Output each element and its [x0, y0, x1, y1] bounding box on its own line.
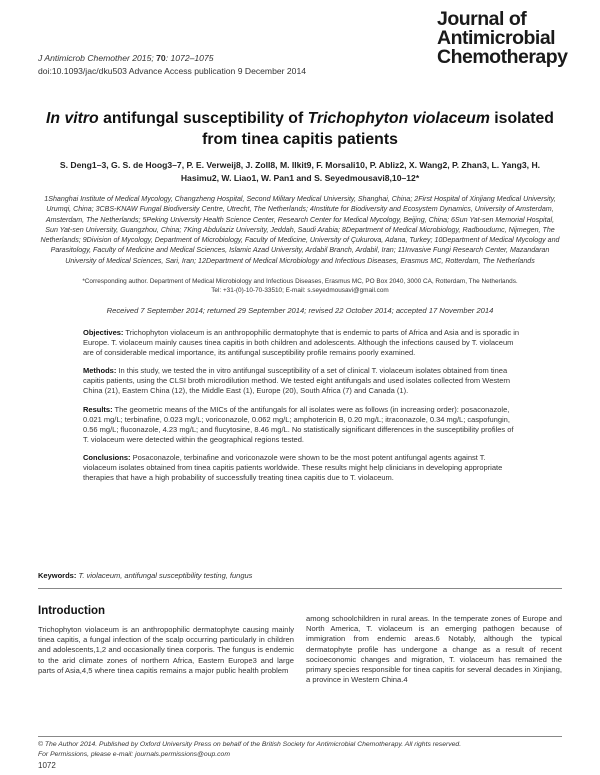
abstract-conclusions — [83, 453, 520, 483]
objectives-text: Trichophyton violaceum is an anthropophilic dermatophyte that is endemic to parts of Africa and Asia and is sporadic in Europe. T. violaceum mainly causes tinea capitis in both children and adolescents. Although the infections caused by T. violaceum are of considerable medical importance, its antifungal susceptibility profile remains poorly examined. — [83, 328, 520, 358]
copyright-line-2: For Permissions, please e-mail: journals.permissions@oup.com — [38, 750, 230, 758]
page-number: 1072 — [38, 761, 56, 770]
title-part-3: Trichophyton violaceum — [307, 110, 490, 127]
logo-line-1: Journal of — [437, 8, 527, 30]
keywords-text: T. violaceum, antifungal susceptibility testing, fungus — [78, 571, 253, 580]
article-dates: Received 7 September 2014; returned 29 September 2014; revised 22 October 2014; accepted 17 November 2014 — [106, 306, 494, 315]
article-title — [30, 108, 570, 150]
objectives-label: Objectives: — [83, 328, 124, 337]
journal-year: 2015; — [132, 53, 154, 63]
journal-name: J Antimicrob Chemother — [38, 53, 130, 63]
introduction-heading: Introduction — [38, 605, 106, 617]
introduction-column-2: among schoolchildren in rural areas. In the temperate zones of Europe and North America, T. violaceum is an emerging pathogen because of immigration from endemic areas.6 Notably, although the typical dermatophyte profile has undergone a change as a result of recent socioeconomic changes and migration, T. violaceum has remained the primary species responsible for tinea capitis for several decades in Xinjiang, a province in Western China.4 — [306, 614, 562, 685]
corresponding-line-2: Tel: +31-(0)-10-70-33510; E-mail: s.seyedmousavi@gmail.com — [211, 287, 389, 295]
journal-volume: 70 — [156, 53, 166, 63]
author-list: S. Deng1–3, G. S. de Hoog3–7, P. E. Verweij8, J. Zoll8, M. Ilkit9, F. Morsali10, P. Abliz2, X. Wang2, P. Zhan3, L. Yang3, H. Hasimu2, W. Liao1, W. Pan1 and S. Seyedmousavi8,10–12* — [59, 160, 541, 183]
introduction-column-1: Trichophyton violaceum is an anthropophilic dermatophyte causing mainly tinea capitis, a fungal infection of the scalp occurring particularly in children and adolescents,1,2 and occasionally tinea corporis. The fungus is endemic to the arid climate zones of northern Africa, Eastern Europe3 and large parts of Asia,4,5 where tinea capitis remains a major public health problem — [38, 625, 294, 675]
keywords-label: Keywords: — [38, 571, 77, 580]
copyright-notice — [38, 740, 562, 759]
keywords — [38, 571, 538, 580]
title-part-1: In vitro — [46, 110, 99, 127]
results-label: Results: — [83, 404, 113, 414]
footer-divider — [38, 736, 562, 737]
logo-line-2: Antimicrobial — [437, 27, 556, 49]
journal-pages: : 1072–1075 — [165, 53, 214, 63]
abstract — [83, 328, 520, 491]
abstract-objectives — [83, 328, 520, 358]
methods-text: In this study, we tested the in vitro antifungal susceptibility of a set of clinical T. violaceum isolates obtained from tinea capitis patients, using the CLSI broth microdilution method. We tested eight antifungals and used isolates collected from Western China (21), Eastern China (12), the Middle East (1), Europe (20), South Africa (7) and Canada (1). — [83, 366, 511, 396]
title-part-4: isolated from tinea capitis patients — [202, 110, 554, 148]
conclusions-text: Posaconazole, terbinafine and voriconazole were shown to be the most potent antifungal agents against T. violaceum isolates obtained from tinea capitis patients worldwide. These results might help clinicians in developing appropriate therapies that have a high probability of successfully treating tinea capitis due to T. violaceum. — [83, 452, 503, 483]
logo-line-3: Chemotherapy — [437, 46, 568, 68]
title-part-2: antifungal susceptibility of — [98, 110, 308, 127]
affiliations: 1Shanghai Institute of Medical Mycology, Changzheng Hospital, Second Military Medical University, Shanghai, China; 2First Hospital of Xinjiang Medical University, Urumqi, China; 3CBS-KNAW Fungal Biodiversity Centre, Utrecht, The Netherlands; 4Institute for Biodiversity and Ecosystem Dynamics, University of Amsterdam, Amsterdam, The Netherlands; 5Peking University Health Science Center, Research Center for Medical Mycology, Beijing, China; 6Sun Yat-sen Memorial Hospital, Sun Yat-sen University, Guangzhou, China; 7King Abdulaziz University, Jeddah, Saudi Arabia; 8Department of Medical Microbiology, Radboudumc, Nijmegen, The Netherlands; 9Division of Mycology, Department of Microbiology, Faculty of Medicine, University of Çukurova, Adana, Turkey; 10Department of Medical Mycology and Parasitology, Faculty of Medicine and Medical Sciences, Islamic Azad University, Ardabil Branch, Ardabil, Iran; 11Invasive Fungi Research Center, Mazandaran University of Medical Sciences, Sari, Iran; 12Department of Medical Microbiology and Infectious Diseases, Erasmus MC, Rotterdam, The Netherlands — [40, 195, 560, 265]
abstract-methods — [83, 366, 520, 396]
section-divider — [38, 588, 562, 589]
results-text: The geometric means of the MICs of the antifungals for all isolates were as follows (in increasing order): posaconazole, 0.021 mg/L; terbinafine, 0.023 mg/L; voriconazole, 0.062 mg/L; amphotericin B, 0.20 mg/L; itraconazole, 0.34 mg/L; caspofungin, 0.56 mg/L; fluconazole, 4.23 mg/L; and flucytosine, 8.46 mg/L. No statistically significant differences in the susceptibility profiles of T. violaceum were detected within the geographical regions tested. — [83, 404, 514, 444]
journal-logo — [437, 10, 587, 67]
copyright-line-1: © The Author 2014. Published by Oxford University Press on behalf of the British Society for Antimicrobial Chemotherapy. All rights reserved. — [38, 741, 462, 748]
abstract-results — [83, 405, 520, 445]
corresponding-author — [38, 277, 562, 295]
doi-line: doi:10.1093/jac/dku503 Advance Access publication 9 December 2014 — [38, 65, 307, 76]
journal-citation — [38, 52, 306, 77]
conclusions-label: Conclusions: — [83, 452, 131, 462]
corresponding-line-1: *Corresponding author. Department of Medical Microbiology and Infectious Diseases, Erasmus MC, PO Box 2040, 3000 CA, Rotterdam, The Netherlands. — [82, 278, 518, 285]
methods-label: Methods: — [83, 366, 117, 376]
